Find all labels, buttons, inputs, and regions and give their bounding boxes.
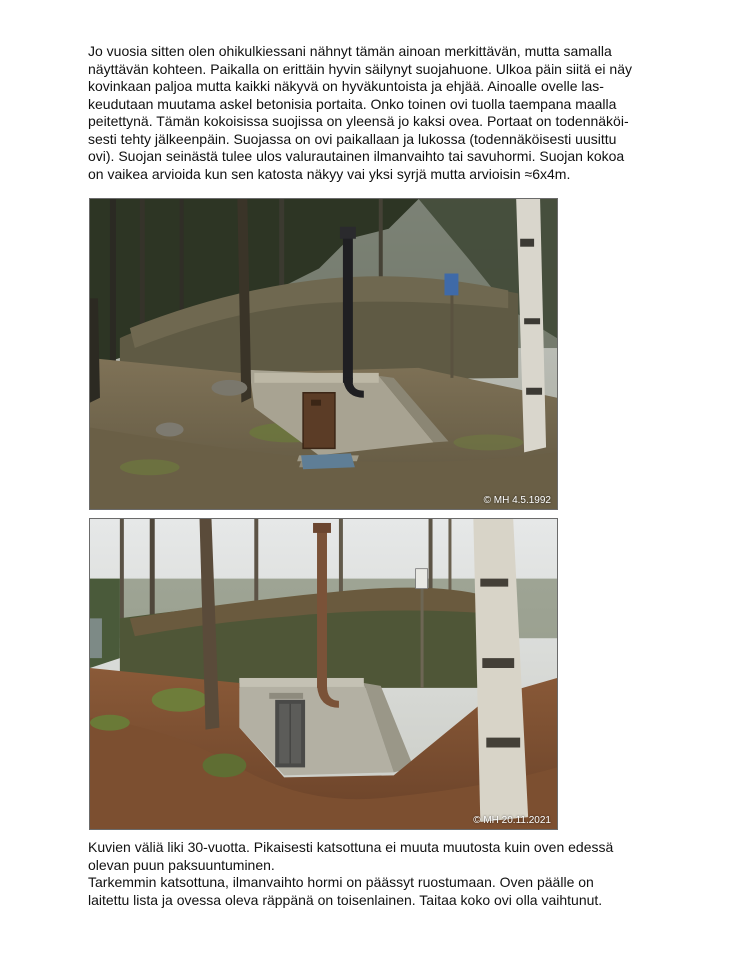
bunker-photo-2021 (89, 518, 558, 830)
intro-line: peitettynä. Tämän kokoisissa suojissa on yleensä jo kaksi ovea. Portaat on todennäköi- (88, 113, 629, 129)
intro-line: on vaikea arvioida kun sen katosta näkyy vai yksi syrjä mutta arvioisin ≈6x4m. (88, 165, 571, 182)
outro-line: olevan puun paksuuntuminen. (88, 856, 275, 873)
intro-line: sesti tehty jälkeenpäin. Suojassa on ovi paikallaan ja lukossa (todennäköisesti uusittu (88, 130, 617, 147)
outro-paragraph (88, 839, 688, 909)
intro-line: ovi). Suojan seinästä tulee ulos valurautainen ilmanvaihto tai savuhormi. Suojan kokoa (88, 148, 625, 164)
outro-line: Tarkemmin katsottuna, ilmanvaihto hormi on päässyt ruostumaan. Oven päälle on (88, 874, 594, 890)
photo-credit: © MH 4.5.1992 (483, 495, 551, 506)
intro-paragraph (88, 43, 678, 183)
bunker-scene-2021 (90, 519, 557, 829)
intro-line: keudutaan muutama askel betonisia portaita. Onko toinen ovi tuolla taempana maalla (88, 95, 617, 112)
intro-line: Jo vuosia sitten olen ohikulkiessani nähnyt tämän ainoan merkittävän, mutta samalla (88, 43, 612, 59)
outro-line: laitettu lista ja ovessa oleva räppänä on toisenlainen. Taitaa koko ovi olla vaihtunut. (88, 891, 603, 908)
bunker-scene-1992 (90, 199, 557, 509)
outro-line: Kuvien väliä liki 30-vuotta. Pikaisesti katsottuna ei muuta muutosta kuin oven edessä (88, 839, 614, 855)
bunker-photo-1992 (89, 198, 558, 510)
intro-line: kovinkaan paljoa mutta kaikki näkyvä on hyväkuntoista ja ehjää. Ainoalle ovelle las- (88, 78, 604, 94)
photo-credit: © MH 20.11.2021 (473, 815, 551, 826)
intro-line: näyttävän kohteen. Paikalla on erittäin hyvin säilynyt suojahuone. Ulkoa päin siitä ei näy (88, 60, 632, 77)
